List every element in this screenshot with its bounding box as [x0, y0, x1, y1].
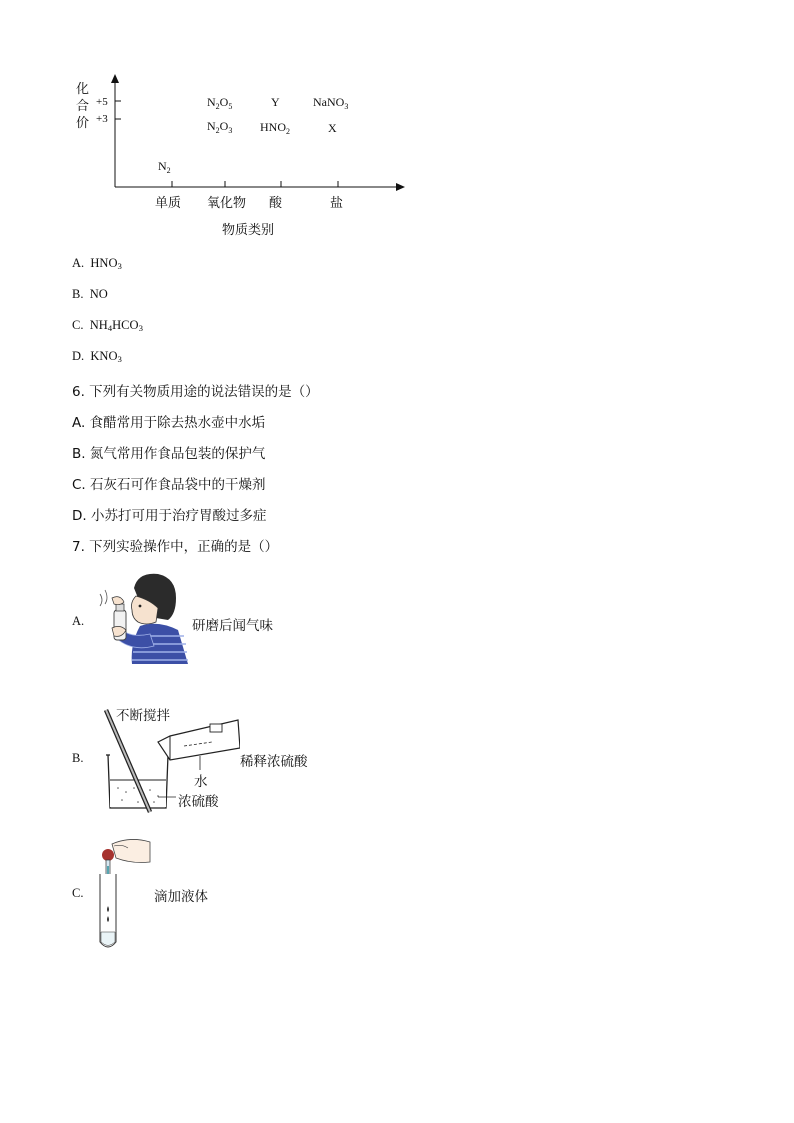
q7-b-label-water: 水 [194, 774, 208, 790]
cell-x: X [328, 121, 337, 135]
option-subscript: 3 [138, 323, 143, 333]
q6-option-a[interactable]: A. 食醋常用于除去热水壶中水垢 [72, 415, 266, 431]
y-label-char: 合 [76, 99, 90, 114]
q7-b-label-stir: 不断搅拌 [116, 708, 170, 724]
q7-stem: 7. 下列实验操作中，正确的是（） [72, 539, 279, 555]
q7-option-a-letter[interactable]: A. [72, 614, 85, 628]
smelling-illustration [92, 568, 192, 664]
option-subscript: 3 [117, 261, 122, 271]
option-subscript: 4 [107, 323, 113, 333]
q7-option-c-caption: 滴加液体 [154, 889, 208, 905]
y-label-char: 化 [76, 82, 90, 97]
option-letter: D. [72, 349, 85, 363]
category-label: 酸 [269, 196, 283, 211]
option-formula: KNO [90, 349, 118, 363]
q7-option-b-letter[interactable]: B. [72, 751, 84, 765]
y-tick-label: +5 [96, 96, 108, 108]
cell-n2: $N_2$ [158, 159, 171, 175]
category-label: 氧化物 [207, 196, 247, 211]
option-subscript: 3 [117, 354, 122, 364]
dropper-illustration [96, 836, 156, 952]
q5-option-b[interactable] [72, 287, 108, 302]
cell-n2o3: $N_2O_3$ [207, 119, 233, 135]
q5-option-c[interactable] [72, 318, 143, 333]
q6-stem: 6. 下列有关物质用途的说法错误的是（） [72, 384, 319, 400]
q7-option-b-caption: 稀释浓硫酸 [240, 754, 308, 770]
valence-category-diagram [60, 70, 420, 245]
q7-b-label-acid: 浓硫酸 [178, 794, 219, 810]
cell-y: Y [271, 95, 280, 109]
category-label: 盐 [330, 196, 344, 211]
option-letter: C. [72, 318, 84, 332]
q5-option-d[interactable] [72, 349, 122, 364]
x-axis-arrow [396, 183, 405, 191]
cell-nano3: NaNO$_3$ [313, 95, 349, 111]
option-formula-tail: HCO [112, 318, 139, 332]
y-axis-arrow [111, 74, 119, 83]
q5-option-a[interactable] [72, 256, 122, 271]
option-formula: HNO [90, 256, 118, 270]
q6-option-d[interactable]: D. 小苏打可用于治疗胃酸过多症 [72, 508, 267, 524]
q7-option-c-letter[interactable]: C. [72, 886, 84, 900]
q6-option-b[interactable]: B. 氮气常用作食品包装的保护气 [72, 446, 266, 462]
cell-n2o5: $N_2O_5$ [207, 95, 233, 111]
q7-option-a-caption: 研磨后闻气味 [192, 618, 273, 634]
category-label: 单质 [155, 196, 182, 211]
option-letter: B. [72, 287, 84, 301]
option-formula: NH [89, 318, 108, 332]
option-formula: NO [89, 287, 108, 301]
option-letter: A. [72, 256, 85, 270]
x-axis-title: 物质类别 [222, 223, 275, 238]
y-label-char: 价 [76, 116, 90, 131]
cell-hno2: $HNO_2$ [260, 120, 290, 136]
y-tick-label: +3 [96, 113, 108, 125]
q6-option-c[interactable]: C. 石灰石可作食品袋中的干燥剂 [72, 477, 266, 493]
